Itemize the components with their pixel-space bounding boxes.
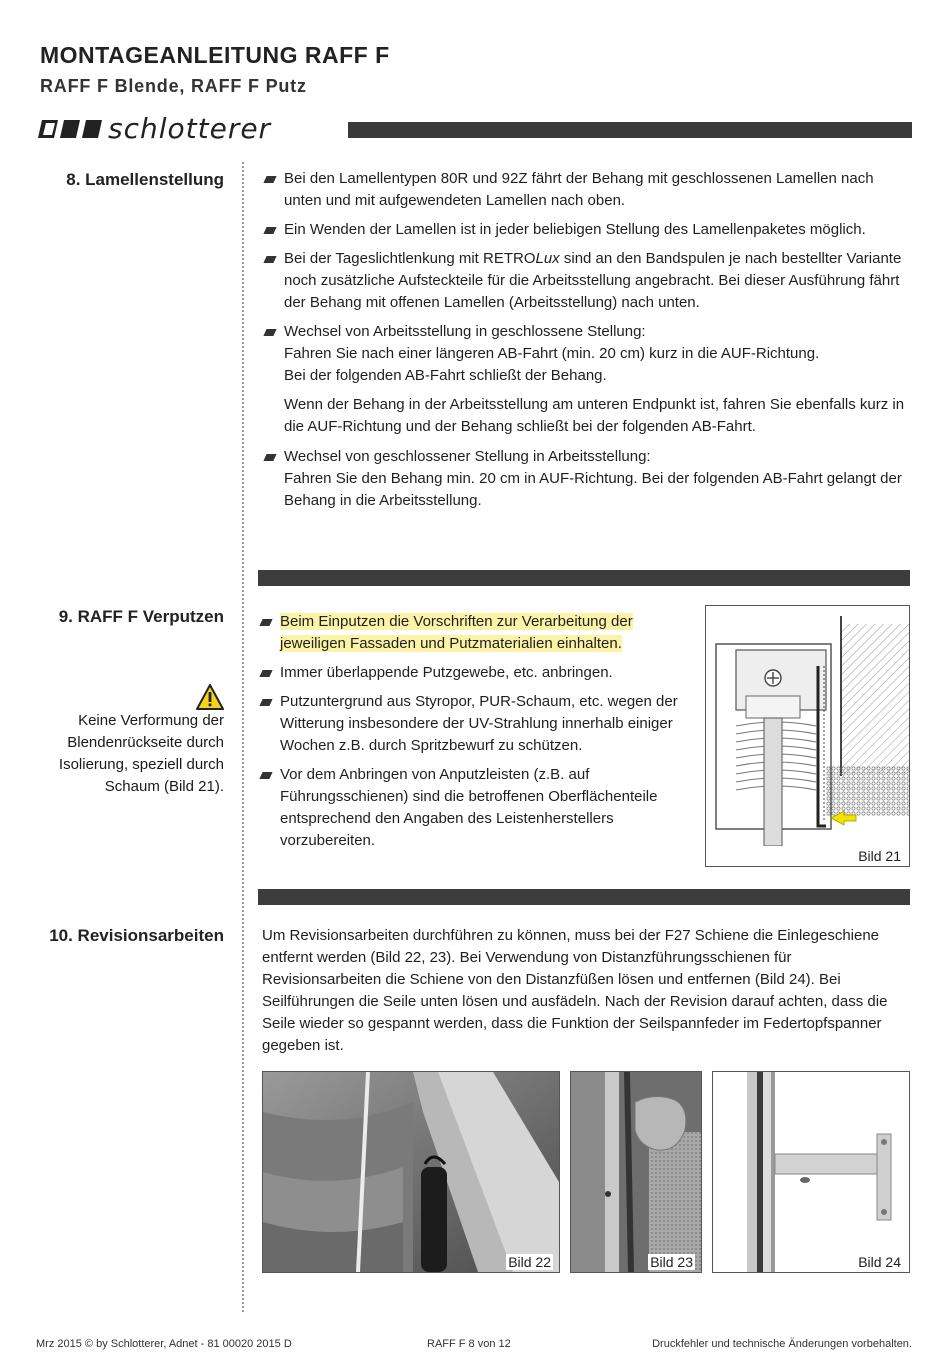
document-title: MONTAGEANLEITUNG RAFF F <box>40 42 390 68</box>
logo-stripes-icon <box>38 120 104 138</box>
list-item: Bei den Lamellentypen 80R und 92Z fährt der Behang mit geschlossenen Lamellen nach unten und mit aufgewendeten Lamellen nach oben. <box>262 168 907 212</box>
logo-wordmark: schlotterer <box>108 112 272 145</box>
document-subtitle: RAFF F Blende, RAFF F Putz <box>40 76 307 96</box>
text-run-italic: Lux <box>535 250 560 267</box>
distance-bracket-illustration <box>713 1072 909 1272</box>
section-8-content <box>262 168 907 519</box>
section-separator <box>258 889 910 905</box>
figure-bild-24 <box>712 1071 910 1273</box>
figure-label: Bild 23 <box>650 1254 693 1270</box>
text-line: Fahren Sie den Behang min. 20 cm in AUF-Richtung. Bei der folgenden AB-Fahrt gelangt der Behang in die Arbeitsstellung. <box>284 470 902 509</box>
figure-bild-23 <box>570 1071 702 1273</box>
column-divider <box>242 162 244 1312</box>
section-separator <box>258 570 910 586</box>
list-item <box>262 321 907 387</box>
text-line: Fahren Sie nach einer längeren AB-Fahrt (min. 20 cm) kurz in die AUF-Richtung. <box>284 345 820 362</box>
section-10-heading: 10. Revisionsarbeiten <box>49 926 224 945</box>
text-line: Wechsel von Arbeitsstellung in geschlossene Stellung: <box>284 323 646 340</box>
figure-label: Bild 21 <box>858 848 901 864</box>
section-9-heading: 9. RAFF F Verputzen <box>58 607 224 626</box>
figure-label: Bild 24 <box>858 1254 901 1270</box>
section-10-text: Um Revisionsarbeiten durchführen zu können, muss bei der F27 Schiene die Einlegeschiene entfernt werden (Bild 22, 23). Bei Verwendung von Distanzführungsschienen für Revisionsarbeiten die Schiene von den Distanzfüßen lösen und entfernen (Bild 24). Bei Seilführungen die Seile unten lösen und ausfädeln. Nach der Revision darauf achten, dass die Seile wieder so gespannt werden, dass die Funktion der Seilspannfeder im Federtopfspanner gegeben ist. <box>262 927 888 1054</box>
figure-bild-22 <box>262 1071 560 1273</box>
list-item: Ein Wenden der Lamellen ist in jeder beliebigen Stellung des Lamellenpaketes möglich. <box>262 219 907 241</box>
list-item: Vor dem Anbringen von Anputzleisten (z.B. auf Führungsschienen) sind die betroffenen Oberflächenteile entsprechend den Angaben des Leistenherstellers vorzubereiten. <box>258 764 698 852</box>
hand-on-rail-photo <box>571 1072 701 1272</box>
list-item <box>262 446 907 512</box>
footer-disclaimer: Druckfehler und technische Änderungen vorbehalten. <box>652 1338 912 1350</box>
text-line: Wechsel von geschlossener Stellung in Arbeitsstellung: <box>284 448 651 465</box>
list-item <box>258 611 698 655</box>
rail-cross-section-illustration <box>706 606 909 846</box>
paragraph: Wenn der Behang in der Arbeitsstellung am unteren Endpunkt ist, fahren Sie ebenfalls kurz in die AUF-Richtung und der Behang schließt bei der folgenden AB-Fahrt. <box>284 396 905 435</box>
logo-rule <box>348 122 912 138</box>
figure-label: Bild 22 <box>508 1254 551 1270</box>
list-item: Putzuntergrund aus Styropor, PUR-Schaum, etc. wegen der Witterung insbesondere der UV-Strahlung innerhalb einiger Wochen z.B. durch Spritzbewurf zu schützen. <box>258 691 698 757</box>
section-8-heading: 8. Lamellenstellung <box>66 170 224 189</box>
rail-removal-photo <box>263 1072 559 1272</box>
highlighted-text: Beim Einputzen die Vorschriften zur Verarbeitung der jeweiligen Fassaden und Putzmaterialien einhalten. <box>280 613 633 652</box>
warning-icon <box>196 684 224 710</box>
text-line: Bei der folgenden AB-Fahrt schließt der Behang. <box>284 367 607 384</box>
figure-bild-21 <box>705 605 910 867</box>
warning-note: Keine Verformung der Blendenrückseite durch Isolierung, speziell durch Schaum (Bild 21). <box>58 712 224 795</box>
list-item <box>262 248 907 314</box>
text-run: Bei der Tageslichtlenkung mit RETRO <box>284 250 536 267</box>
section-9-content <box>258 611 698 859</box>
list-item: Immer überlappende Putzgewebe, etc. anbringen. <box>258 662 698 684</box>
footer-copyright: Mrz 2015 © by Schlotterer, Adnet - 81 00020 2015 D <box>36 1338 292 1350</box>
text-run: sind an den Bandspulen je nach bestellter Variante noch zusätzliche Aufsteckteile für die Arbeitsstellung angebracht. Bei dieser Ausführung fährt der Behang mit offenen Lamellen (Arbeitsstellung) nach unten. <box>284 250 902 311</box>
footer-page-number: RAFF F 8 von 12 <box>427 1338 511 1350</box>
logo-bar <box>38 112 912 145</box>
